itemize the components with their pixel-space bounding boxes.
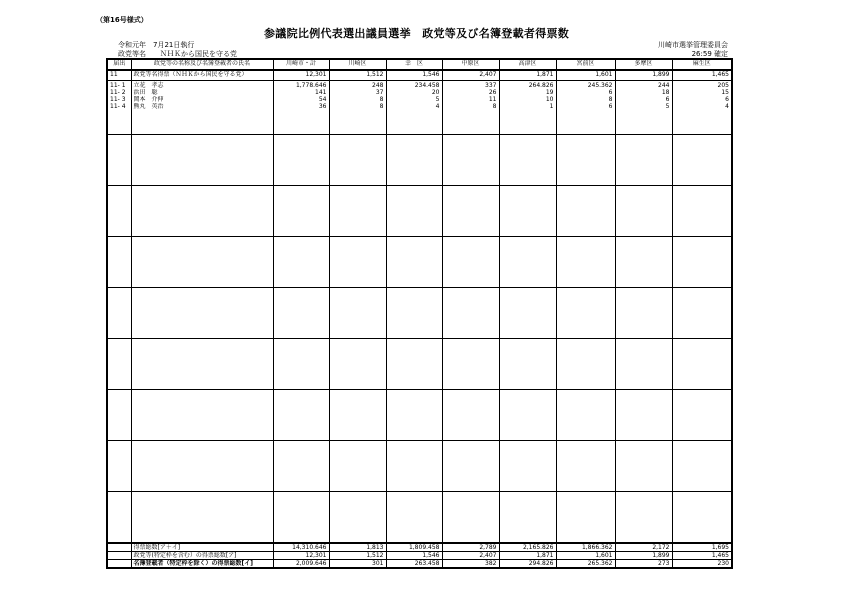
table-header-row (107, 59, 732, 70)
blank-cell (386, 186, 442, 237)
vote-count: 1,695 (672, 543, 732, 552)
blank-cell (556, 288, 615, 339)
vote-count: 1 (499, 103, 556, 110)
vote-count: 5 (386, 96, 442, 103)
blank-cell (442, 135, 499, 186)
blank-cell (499, 186, 556, 237)
vote-count: 26 (442, 89, 499, 96)
vote-count: 10 (499, 96, 556, 103)
vote-count: 5 (615, 103, 672, 110)
vote-count: 382 (442, 560, 499, 569)
blank-cell (329, 339, 386, 390)
blank-cell (273, 135, 329, 186)
vote-count: 2,009.646 (273, 560, 329, 569)
blank-cell (273, 492, 329, 544)
blank-cell (107, 560, 131, 569)
vote-count: 6 (672, 96, 732, 103)
blank-cell (273, 186, 329, 237)
blank-cell (329, 390, 386, 441)
organization-name: 川崎市選挙管理委員会 (658, 41, 728, 49)
vote-count: 1,601 (556, 552, 615, 560)
blank-cell (329, 441, 386, 492)
party-name-label: 政党等名 ＮＨＫから国民を守る党 (118, 50, 237, 58)
blank-cell (107, 492, 131, 544)
blank-cell (386, 339, 442, 390)
vote-count: 248 (329, 81, 386, 90)
blank-cell (672, 441, 732, 492)
vote-count: 37 (329, 89, 386, 96)
vote-count: 2,172 (615, 543, 672, 552)
blank-cell (556, 186, 615, 237)
candidate-id: 11- 4 (107, 103, 131, 110)
confirmation-time: 26:59 確定 (691, 50, 728, 58)
vote-count: 54 (273, 96, 329, 103)
blank-cell (499, 441, 556, 492)
blank-cell (386, 390, 442, 441)
page-title: 参議院比例代表選出議員選挙 政党等及び名簿登載者得票数 (264, 27, 570, 40)
vote-count: 8 (556, 96, 615, 103)
candidate-row (107, 96, 732, 103)
blank-cell (131, 135, 273, 186)
column-header: 川崎市・計 (273, 59, 329, 70)
vote-count: 1,512 (329, 70, 386, 81)
blank-row (107, 288, 732, 339)
vote-count: 8 (442, 103, 499, 110)
blank-cell (329, 288, 386, 339)
party-id: 11 (107, 70, 131, 81)
vote-count: 1,899 (615, 70, 672, 81)
blank-row (107, 441, 732, 492)
vote-count: 1,866.362 (556, 543, 615, 552)
blank-cell (386, 492, 442, 544)
summary-row (107, 543, 732, 552)
vote-count: 4 (672, 103, 732, 110)
blank-cell (672, 110, 732, 135)
blank-cell (672, 237, 732, 288)
blank-cell (672, 339, 732, 390)
blank-cell (442, 110, 499, 135)
blank-row (107, 186, 732, 237)
blank-cell (273, 390, 329, 441)
blank-cell (131, 110, 273, 135)
blank-cell (556, 339, 615, 390)
column-header: 宮前区 (556, 59, 615, 70)
blank-cell (107, 110, 131, 135)
vote-count: 1,899 (615, 552, 672, 560)
blank-cell (131, 441, 273, 492)
vote-count: 1,465 (672, 70, 732, 81)
summary-row (107, 560, 732, 569)
blank-cell (499, 492, 556, 544)
vote-count: 4 (386, 103, 442, 110)
vote-count: 263.458 (386, 560, 442, 569)
blank-cell (442, 441, 499, 492)
blank-cell (442, 339, 499, 390)
blank-cell (386, 110, 442, 135)
blank-cell (107, 135, 131, 186)
candidate-id: 11- 2 (107, 89, 131, 96)
vote-count: 8 (329, 103, 386, 110)
blank-cell (107, 543, 131, 552)
blank-cell (131, 288, 273, 339)
vote-count: 1,871 (499, 70, 556, 81)
blank-cell (107, 339, 131, 390)
blank-cell (329, 110, 386, 135)
blank-cell (273, 288, 329, 339)
vote-count: 230 (672, 560, 732, 569)
blank-cell (615, 390, 672, 441)
blank-row (107, 110, 732, 135)
vote-count: 264.826 (499, 81, 556, 90)
vote-count: 20 (386, 89, 442, 96)
blank-cell (499, 288, 556, 339)
blank-cell (672, 390, 732, 441)
vote-count: 12,301 (273, 552, 329, 560)
vote-count: 36 (273, 103, 329, 110)
election-date: 令和元年 7月21日執行 (118, 41, 195, 49)
column-header: 多摩区 (615, 59, 672, 70)
blank-cell (615, 237, 672, 288)
party-name: 政党等名得票（ＮＨＫから国民を守る党） (131, 70, 273, 81)
column-header: 政党等の名称及び名簿登載者の氏名 (131, 59, 273, 70)
blank-cell (107, 552, 131, 560)
candidate-name: 岡本 介伸 (131, 96, 273, 103)
blank-cell (273, 110, 329, 135)
candidate-row (107, 81, 732, 90)
blank-cell (107, 237, 131, 288)
blank-cell (442, 390, 499, 441)
vote-count: 1,465 (672, 552, 732, 560)
vote-count: 8 (329, 96, 386, 103)
blank-cell (131, 237, 273, 288)
blank-row (107, 237, 732, 288)
blank-cell (556, 135, 615, 186)
blank-cell (107, 390, 131, 441)
summary-row (107, 552, 732, 560)
vote-count: 301 (329, 560, 386, 569)
column-header: 高津区 (499, 59, 556, 70)
vote-count: 205 (672, 81, 732, 90)
blank-cell (131, 339, 273, 390)
blank-cell (615, 339, 672, 390)
blank-cell (556, 110, 615, 135)
blank-cell (615, 186, 672, 237)
vote-count: 273 (615, 560, 672, 569)
blank-cell (442, 237, 499, 288)
vote-count: 1,546 (386, 70, 442, 81)
vote-count: 6 (556, 89, 615, 96)
blank-cell (273, 237, 329, 288)
blank-cell (556, 441, 615, 492)
vote-count: 337 (442, 81, 499, 90)
blank-row (107, 492, 732, 544)
blank-cell (107, 186, 131, 237)
vote-count: 2,407 (442, 70, 499, 81)
vote-count: 12,301 (273, 70, 329, 81)
candidate-id: 11- 3 (107, 96, 131, 103)
column-header: 麻生区 (672, 59, 732, 70)
blank-cell (615, 135, 672, 186)
party-votes-row (107, 70, 732, 81)
blank-cell (131, 492, 273, 544)
blank-cell (442, 288, 499, 339)
blank-cell (556, 390, 615, 441)
column-header: 届出 (107, 59, 131, 70)
vote-count: 14,310.646 (273, 543, 329, 552)
summary-label: 得票総数[ア＋イ] (131, 543, 273, 552)
summary-label: 政党等(特定枠を含む）の得票総数[ア] (131, 552, 273, 560)
vote-count: 141 (273, 89, 329, 96)
blank-cell (672, 492, 732, 544)
vote-count: 294.826 (499, 560, 556, 569)
blank-cell (556, 492, 615, 544)
vote-count: 1,871 (499, 552, 556, 560)
vote-count: 234.458 (386, 81, 442, 90)
vote-count: 245.362 (556, 81, 615, 90)
blank-cell (672, 288, 732, 339)
blank-cell (107, 288, 131, 339)
blank-cell (386, 441, 442, 492)
column-header: 中原区 (442, 59, 499, 70)
blank-cell (386, 288, 442, 339)
vote-count: 1,546 (386, 552, 442, 560)
blank-cell (131, 186, 273, 237)
form-number: （第16号様式） (96, 16, 148, 24)
blank-cell (386, 135, 442, 186)
column-header: 幸 区 (386, 59, 442, 70)
vote-count: 1,512 (329, 552, 386, 560)
blank-cell (615, 441, 672, 492)
blank-cell (442, 492, 499, 544)
blank-cell (499, 110, 556, 135)
vote-count: 2,789 (442, 543, 499, 552)
blank-cell (273, 441, 329, 492)
column-header: 川崎区 (329, 59, 386, 70)
vote-count: 11 (442, 96, 499, 103)
blank-cell (499, 135, 556, 186)
candidate-name: 立花 孝志 (131, 81, 273, 90)
blank-row (107, 390, 732, 441)
blank-cell (615, 288, 672, 339)
blank-cell (329, 237, 386, 288)
vote-count: 2,407 (442, 552, 499, 560)
blank-cell (329, 135, 386, 186)
summary-label: 名簿登載者（特定枠を除く）の得票総数[イ] (131, 560, 273, 569)
vote-count: 6 (556, 103, 615, 110)
blank-cell (386, 237, 442, 288)
results-table (106, 58, 733, 569)
blank-cell (499, 339, 556, 390)
blank-cell (329, 492, 386, 544)
blank-cell (615, 492, 672, 544)
vote-count: 265.362 (556, 560, 615, 569)
candidate-row (107, 103, 732, 110)
vote-count: 18 (615, 89, 672, 96)
vote-count: 1,778.646 (273, 81, 329, 90)
blank-cell (107, 441, 131, 492)
vote-count: 19 (499, 89, 556, 96)
blank-cell (273, 339, 329, 390)
candidate-name: 浜田 聡 (131, 89, 273, 96)
blank-cell (615, 110, 672, 135)
blank-cell (329, 186, 386, 237)
candidate-name: 熊丸 英治 (131, 103, 273, 110)
vote-count: 244 (615, 81, 672, 90)
vote-count: 1,601 (556, 70, 615, 81)
vote-count: 15 (672, 89, 732, 96)
blank-cell (442, 186, 499, 237)
blank-row (107, 339, 732, 390)
candidate-id: 11- 1 (107, 81, 131, 90)
vote-count: 1,813 (329, 543, 386, 552)
blank-cell (499, 390, 556, 441)
blank-cell (556, 237, 615, 288)
vote-count: 1,809.458 (386, 543, 442, 552)
blank-cell (672, 135, 732, 186)
candidate-row (107, 89, 732, 96)
blank-cell (499, 237, 556, 288)
blank-cell (672, 186, 732, 237)
blank-cell (131, 390, 273, 441)
vote-count: 2,165.826 (499, 543, 556, 552)
blank-row (107, 135, 732, 186)
vote-count: 6 (615, 96, 672, 103)
